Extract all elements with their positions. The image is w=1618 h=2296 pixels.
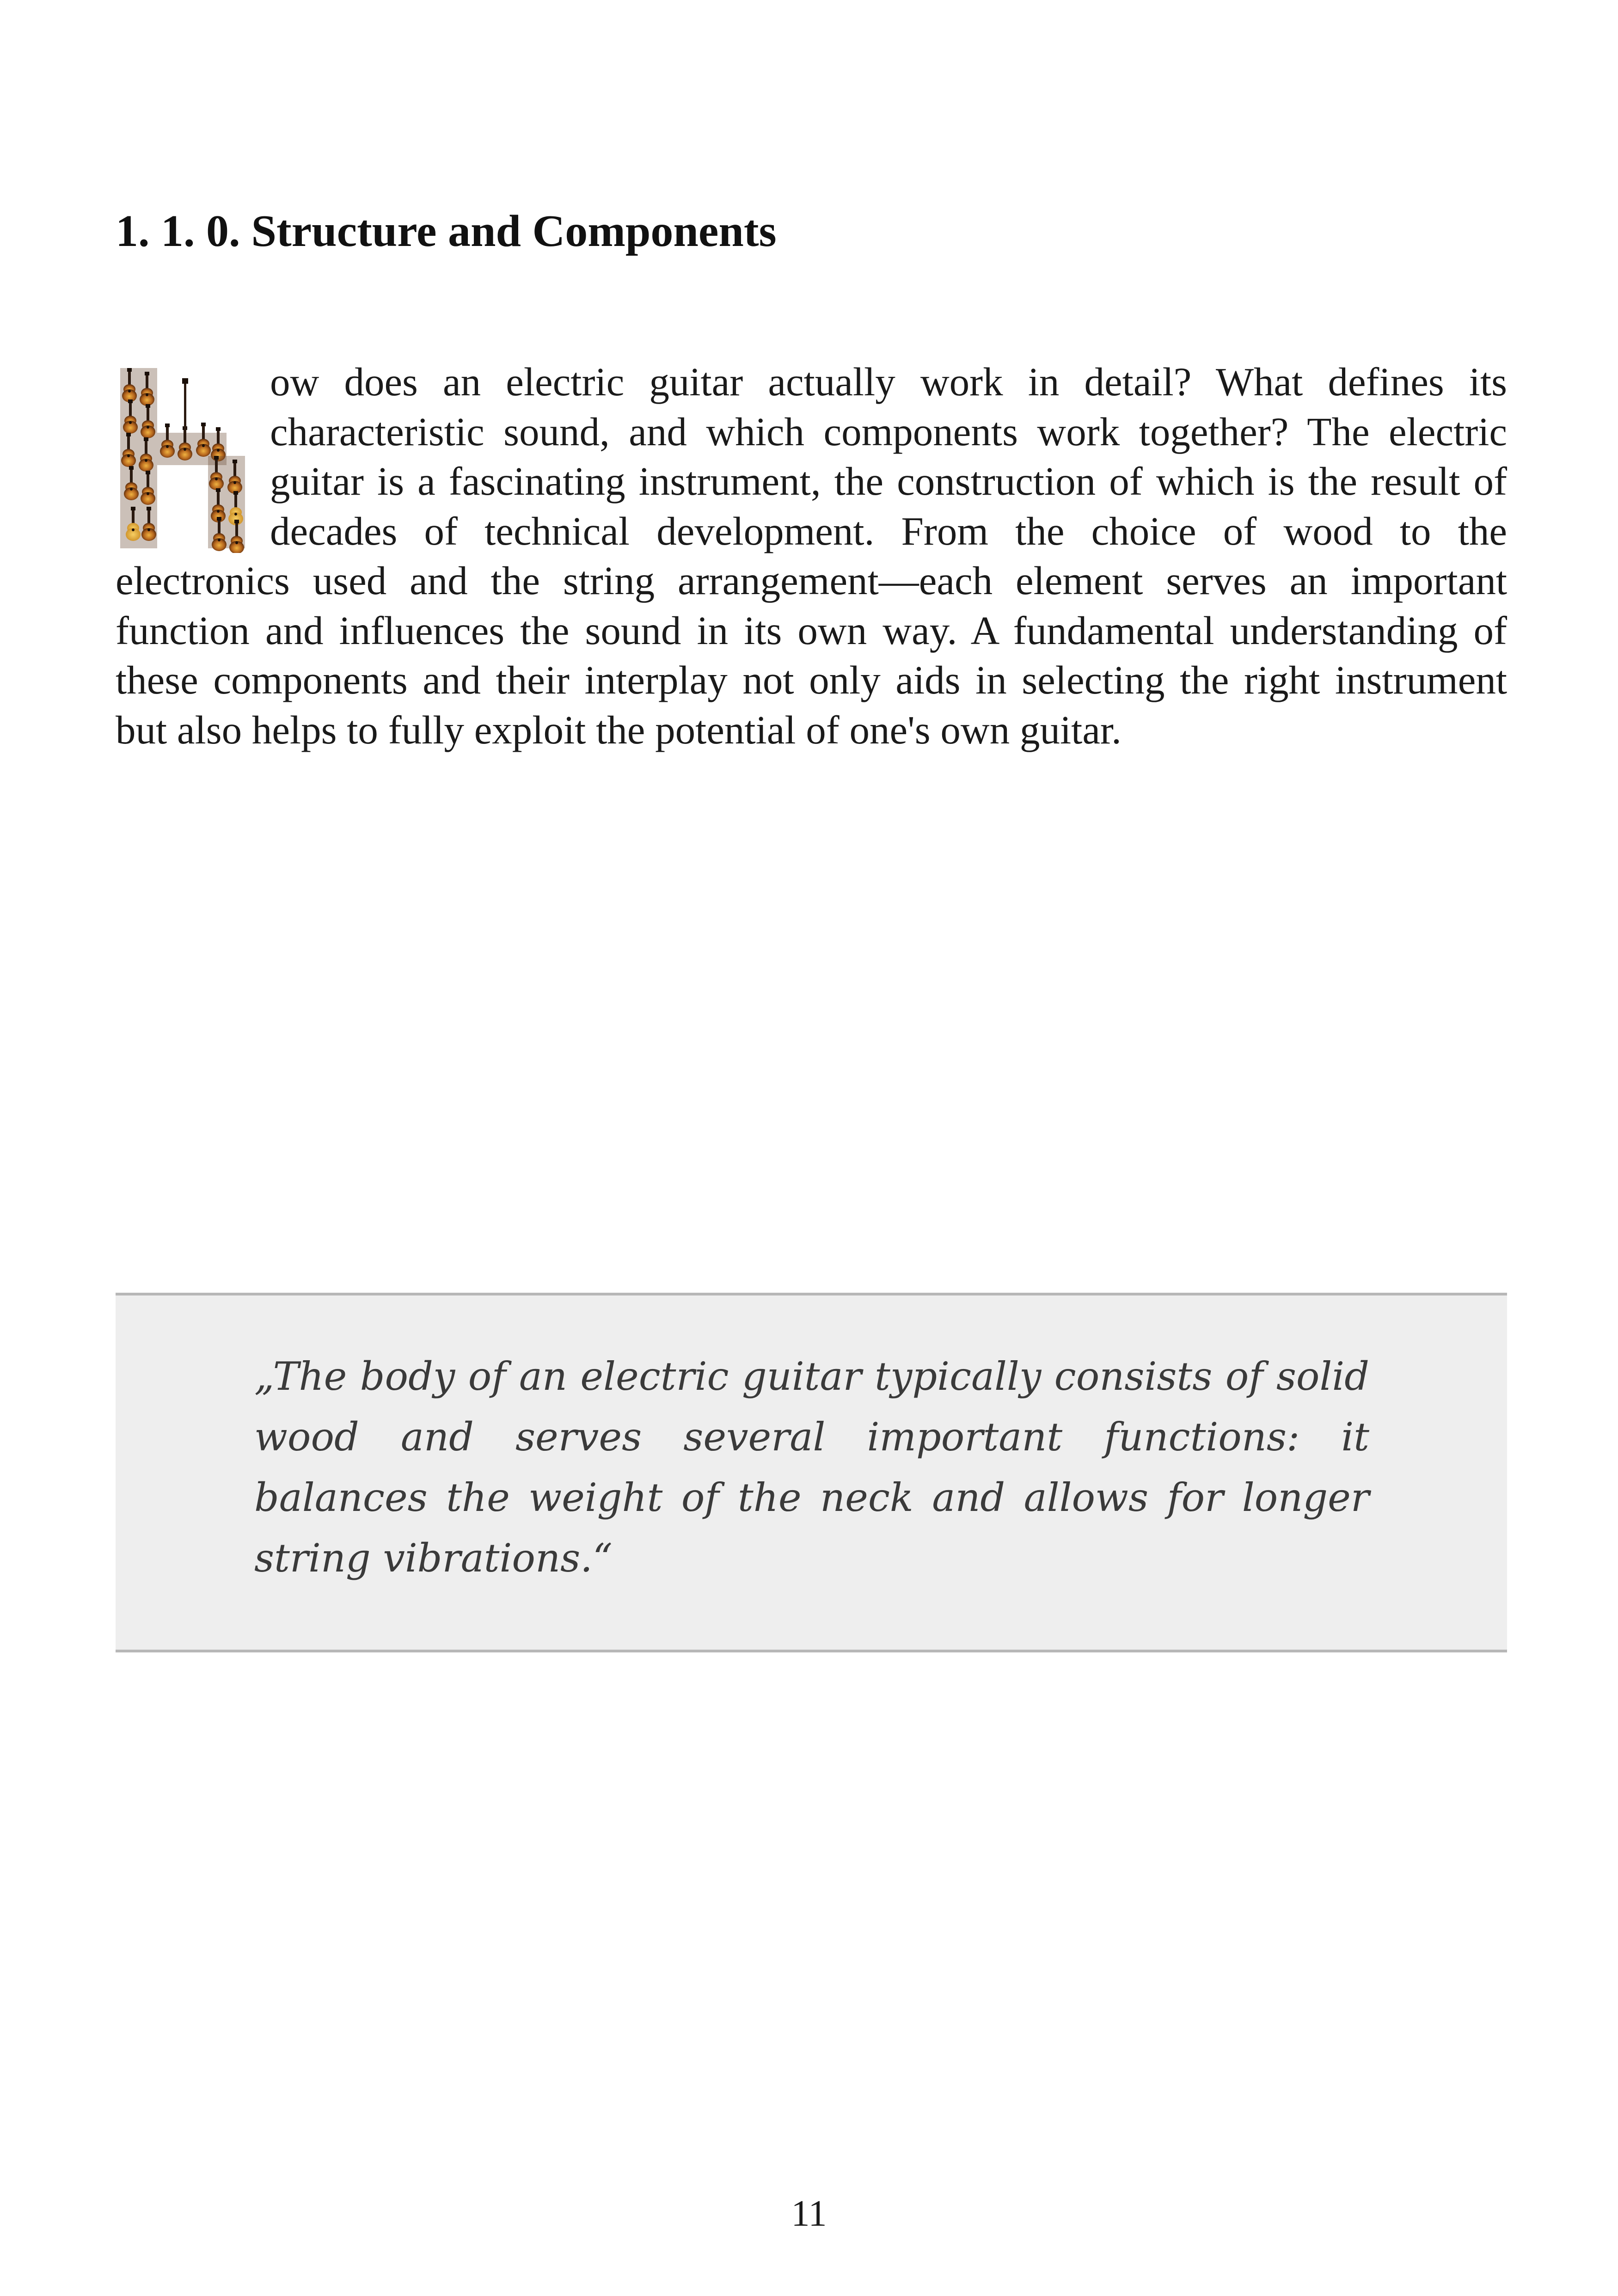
- intro-text: ow does an electric guitar actually work in detail? What defines its characteristic sound, and which components work together? The electric guitar is a fascinating instrument, the construction of which is the result of decades of technical development. From the choice of wood to the electronics used and the string arrangement—each element serves an important function and influences the sound in its own way. A fundamental understanding of these components and their interplay not only aids in selecting the right instrument but also helps to fully exploit the potential of one's own guitar.: [116, 359, 1507, 752]
- section-heading: [116, 201, 777, 261]
- pull-quote-text: „The body of an electric guitar typically consists of solid wood and serves several important functions: it balances the weight of the neck and allows for longer string vibrations.“: [254, 1354, 1369, 1581]
- pull-quote: [116, 1293, 1507, 1652]
- page-number: 11: [791, 2193, 827, 2234]
- dropcap-guitar-letter: [116, 363, 254, 553]
- section-number: 1. 1. 0.: [116, 206, 240, 256]
- section-title: Structure and Components: [251, 206, 777, 256]
- guitar-collage-icon: [116, 363, 254, 553]
- intro-paragraph: [116, 357, 1507, 755]
